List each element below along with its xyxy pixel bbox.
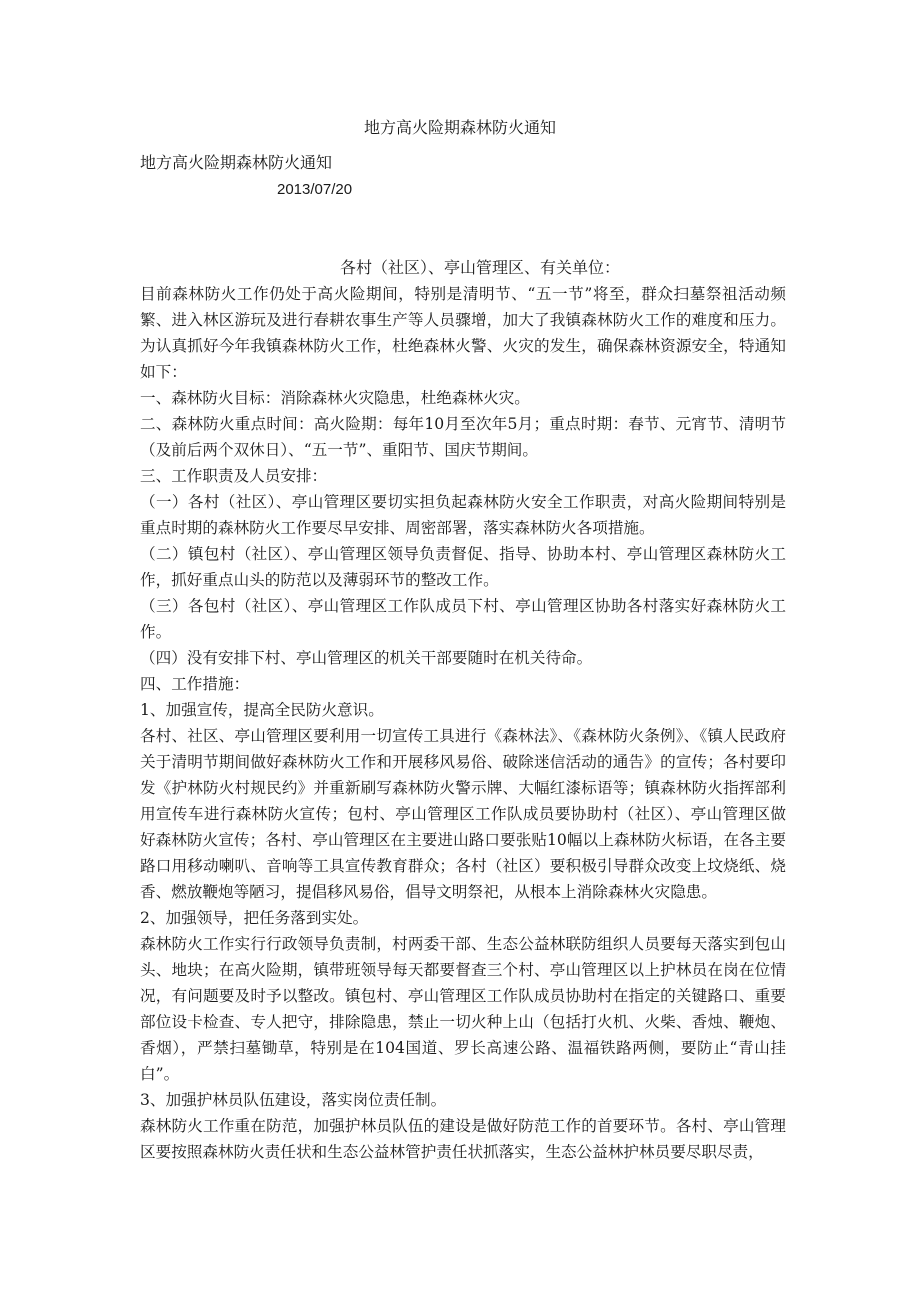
- paragraph: （三）各包村（社区）、亭山管理区工作队成员下村、亭山管理区协助各村落实好森林防火工作。: [140, 597, 786, 641]
- paragraph: 二、森林防火重点时间：高火险期：每年10月至次年5月；重点时期：春节、元宵节、清明节（及前后两个双休日）、“五一节”、重阳节、国庆节期间。: [140, 415, 786, 459]
- paragraph: 森林防火工作实行行政领导负责制，村两委干部、生态公益林联防组织人员要每天落实到包山头、地块；在高火险期，镇带班领导每天都要督查三个村、亭山管理区以上护林员在岗在位情况，有问题要及时予以整改。镇包村、亭山管理区工作队成员协助村在指定的关键路口、重要部位设卡检查、专人把守，排除隐患，禁止一切火种上山（包括打火机、火柴、香烛、鞭炮、香烟），严禁扫墓锄草，特别是在104国道、罗长高速公路、温福铁路两侧，要防止“青山挂白”。: [140, 935, 786, 1083]
- paragraph: 一、森林防火目标：消除森林火灾隐患，杜绝森林火灾。: [140, 389, 530, 407]
- paragraph: 三、工作职责及人员安排：: [140, 467, 328, 485]
- paragraph: 1、加强宣传，提高全民防火意识。: [140, 701, 384, 719]
- paragraph: 森林防火工作重在防范，加强护林员队伍的建设是做好防范工作的首要环节。各村、亭山管理区要按照森林防火责任状和生态公益林管护责任状抓落实，生态公益林护林员要尽职尽责，: [140, 1117, 786, 1161]
- paragraph: 各村、社区、亭山管理区要利用一切宣传工具进行《森林法》、《森林防火条例》、《镇人民政府关于清明节期间做好森林防火工作和开展移风易俗、破除迷信活动的通告》的宣传；各村要印发《护林防火村规民约》并重新刷写森林防火警示牌、大幅红漆标语等；镇森林防火指挥部利用宣传车进行森林防火宣传；包村、亭山管理区工作队成员要协助村（社区）、亭山管理区做好森林防火宣传；各村、亭山管理区在主要进山路口要张贴10幅以上森林防火标语，在各主要路口用移动喇叭、音响等工具宣传教育群众；各村（社区）要积极引导群众改变上坟烧纸、烧香、燃放鞭炮等陋习，提倡移风易俗，倡导文明祭祀，从根本上消除森林火灾隐患。: [140, 727, 786, 901]
- paragraph: 目前森林防火工作仍处于高火险期间，特别是清明节、“五一节”将至，群众扫墓祭祖活动频繁、进入林区游玩及进行春耕农事生产等人员骤增，加大了我镇森林防火工作的难度和压力。为认真抓好今年我镇森林防火工作，杜绝森林火警、火灾的发生，确保森林资源安全，特通知如下：: [140, 285, 786, 381]
- paragraph: （四）没有安排下村、亭山管理区的机关干部要随时在机关待命。: [140, 649, 593, 667]
- paragraph: （二）镇包村（社区）、亭山管理区领导负责督促、指导、协助本村、亭山管理区森林防火工作，抓好重点山头的防范以及薄弱环节的整改工作。: [140, 545, 786, 589]
- document-body: [140, 281, 786, 1165]
- document-subtitle: 地方高火险期森林防火通知: [140, 153, 333, 172]
- recipient-line: 各村（社区）、亭山管理区、有关单位：: [339, 258, 620, 277]
- document-date: 2013/07/20: [277, 181, 353, 198]
- paragraph: 四、工作措施：: [140, 675, 250, 693]
- paragraph: 3、加强护林员队伍建设，落实岗位责任制。: [140, 1091, 447, 1109]
- paragraph: 2、加强领导，把任务落到实处。: [140, 909, 369, 927]
- document-title: 地方高火险期森林防火通知: [363, 118, 556, 137]
- paragraph: （一）各村（社区）、亭山管理区要切实担负起森林防火安全工作职责，对高火险期间特别是重点时期的森林防火工作要尽早安排、周密部署，落实森林防火各项措施。: [140, 493, 786, 537]
